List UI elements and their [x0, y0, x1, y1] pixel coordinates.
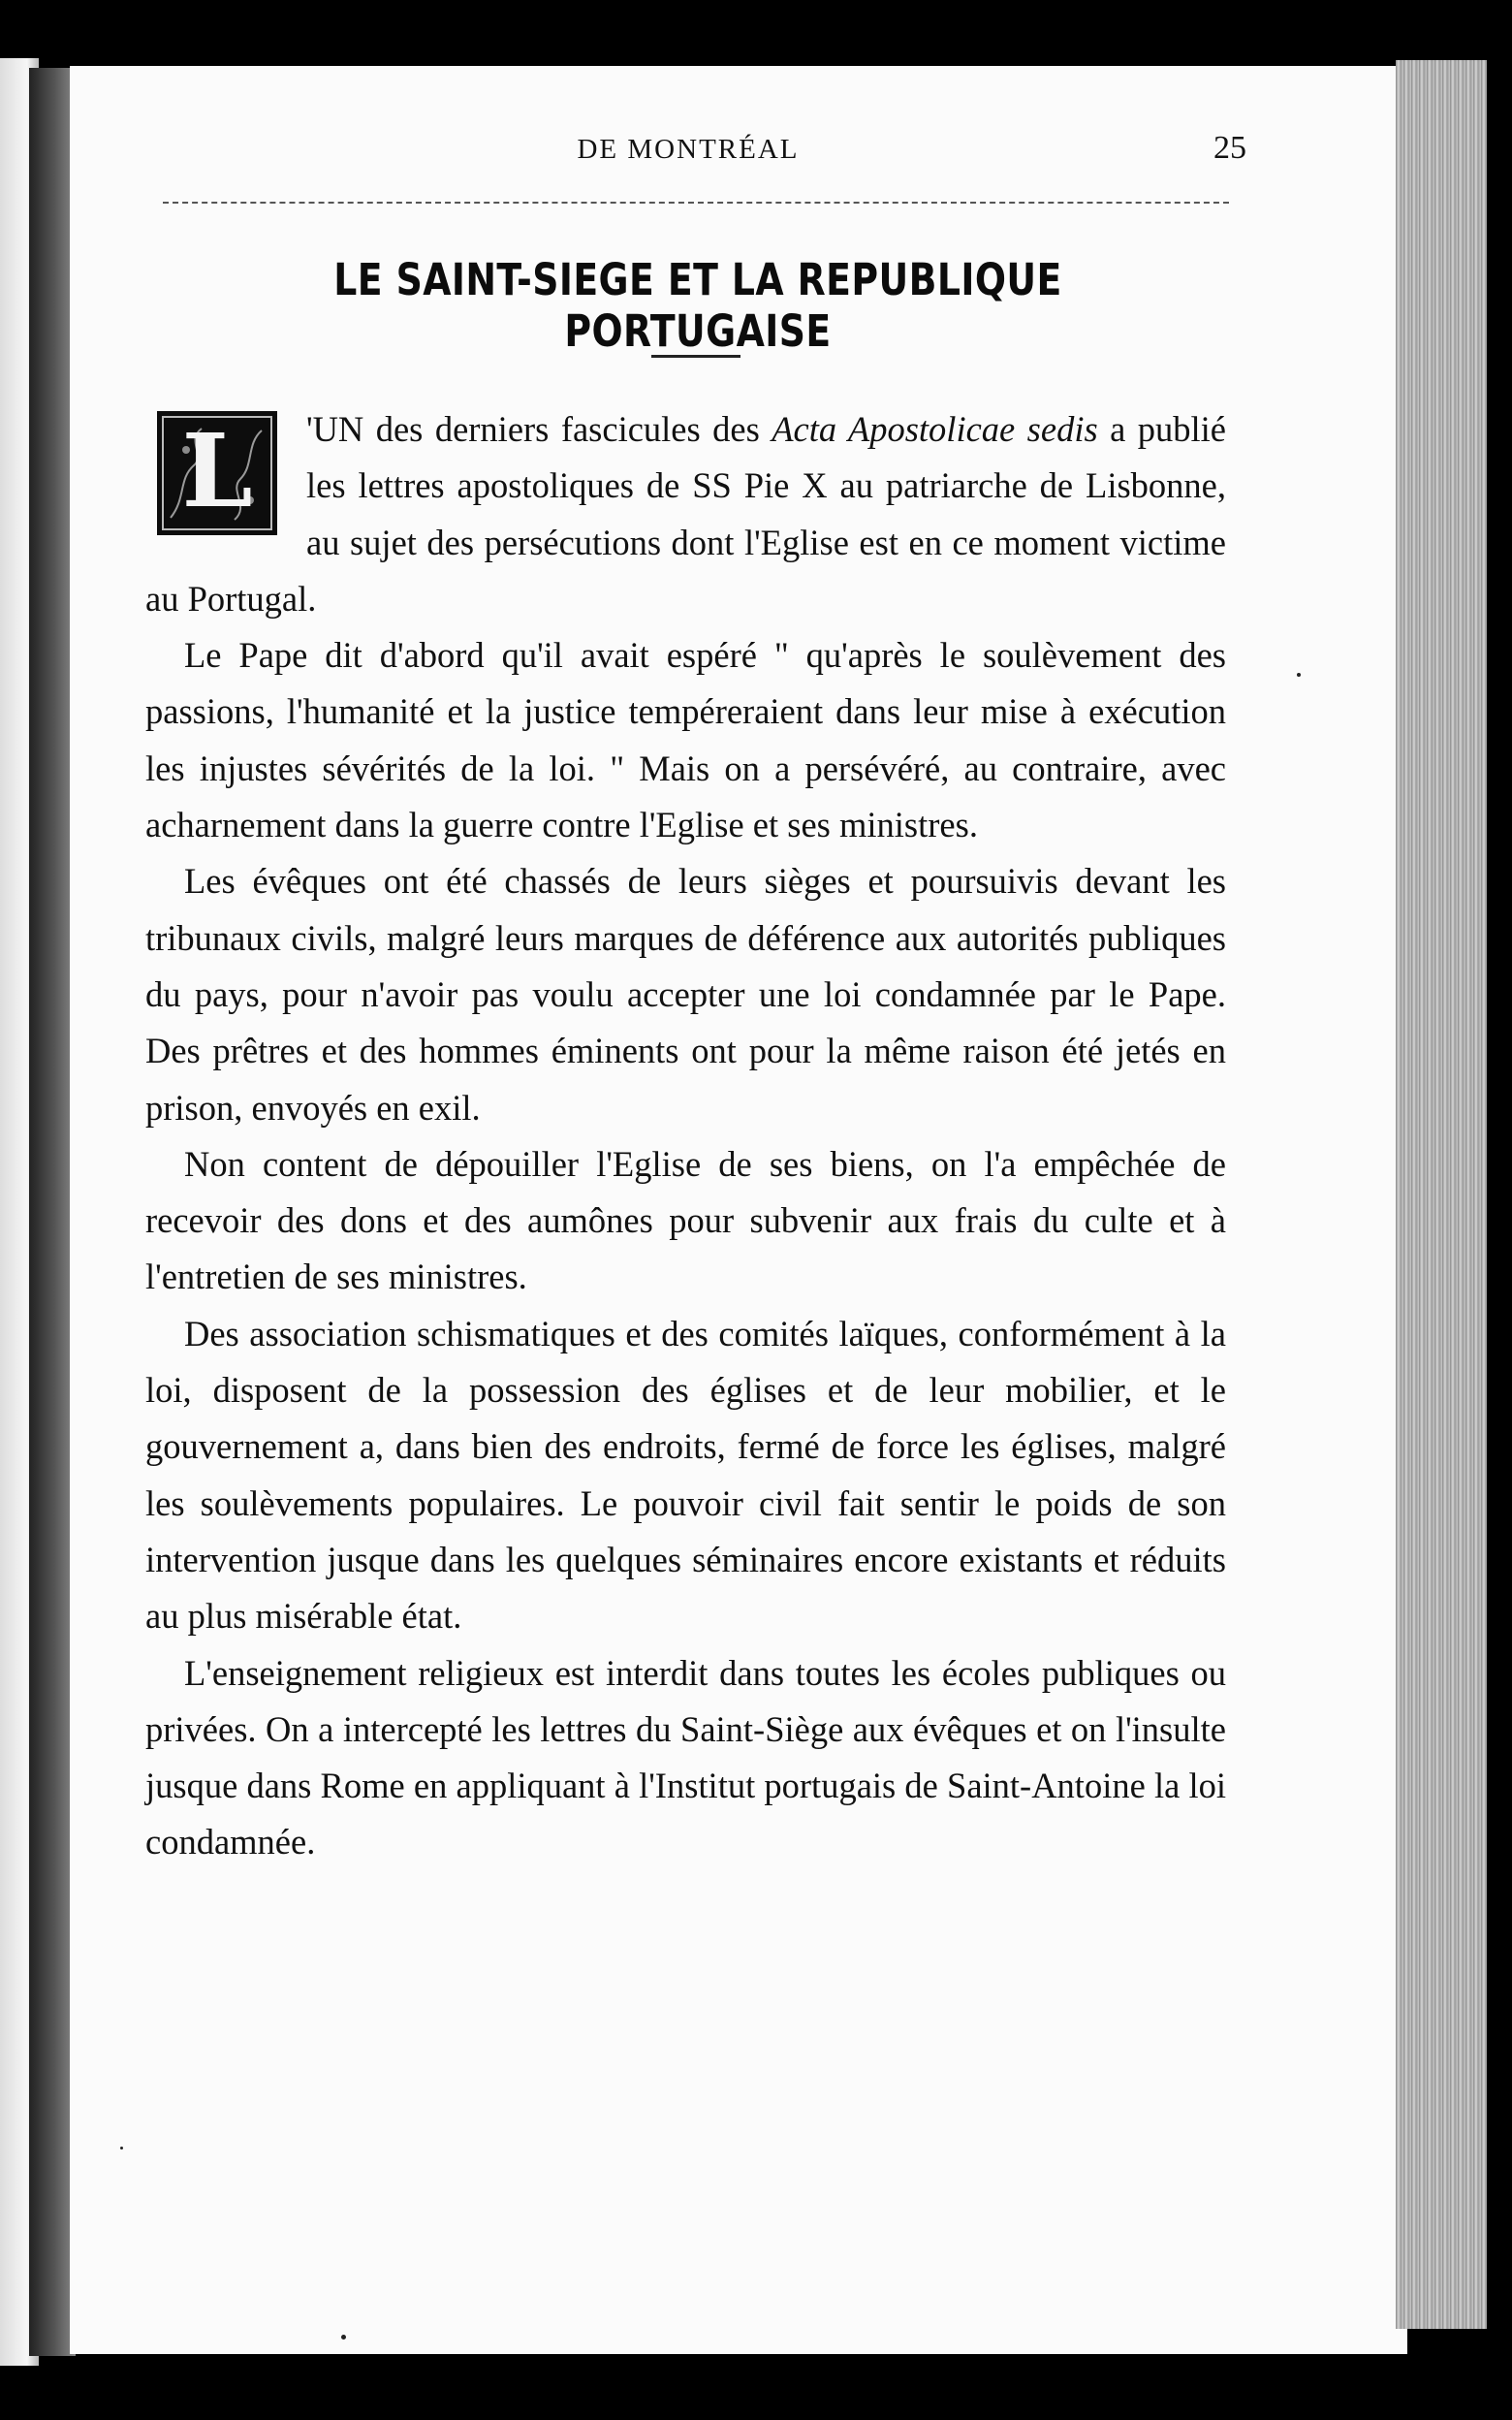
paragraph-1-text-a: 'UN des derniers fascicules des — [306, 409, 772, 449]
running-title: DE MONTRÉAL — [577, 134, 800, 165]
article-title: LE SAINT-SIEGE ET LA REPUBLIQUE PORTUGAISE — [333, 254, 1062, 357]
paragraph-6: L'enseignement religieux est interdit dans toutes les écoles publiques ou privées. On a intercepté les lettres du Saint-Siège aux évêques et on l'insulte jusque dans Rome en appliquant à l'Institut portugais de Saint-Antoine la loi condamnée. — [145, 1652, 1226, 1863]
paragraph-1 — [145, 401, 1226, 627]
journal-title-italic: Acta Apostolicae sedis — [772, 409, 1098, 449]
paragraph-3: Les évêques ont été chassés de leurs sièges et poursuivis devant les tribunaux civils, malgré leurs marques de déférence aux autorités publiques du pays, pour n'avoir pas voulu accepter une loi condamnée par le Pape. Des prêtres et des hommes éminents ont pour la même raison été jetés en prison, envoyés en exil. — [145, 861, 1226, 1128]
paragraph-4: Non content de dépouiller l'Eglise de ses biens, on l'a empêchée de recevoir des dons et des aumônes pour subvenir aux frais du culte et à l'entretien de ses ministres. — [145, 1143, 1226, 1297]
page-number: 25 — [1213, 130, 1246, 166]
ink-speck — [1297, 673, 1301, 677]
page-stack-edge — [1396, 60, 1487, 2329]
header-rule — [163, 202, 1229, 204]
paragraph-5: Des association schismatiques et des comités laïques, conformément à la loi, disposent de la possession des églises et de leur mobilier, et le gouvernement a, dans bien des endroits, fermé de force les églises, malgré les soulèvements populaires. Le pouvoir civil fait sentir le poids de son intervention jusque dans les quelques séminaires encore existants et réduits au plus misérable état. — [145, 1313, 1226, 1637]
page-header — [136, 126, 1246, 184]
ink-speck — [120, 2147, 123, 2149]
ornamental-drop-cap — [157, 411, 277, 535]
book-gutter — [29, 68, 76, 2356]
title-rule — [651, 355, 740, 358]
paragraph-1-text-b: a publié les lettres apostoliques de SS Pie X au patriarche de Lisbonne, au sujet des persécutions dont l'Eglise est en ce moment victime au Portugal. — [145, 409, 1226, 619]
drop-cap-letter: L — [181, 411, 253, 530]
article-body — [145, 401, 1226, 1871]
paragraph-2: Le Pape dit d'abord qu'il avait espéré " qu'après le soulèvement des passions, l'humanité et la justice tempéreraient dans leur mise à exécution les injustes sévérités de la loi. " Mais on a persévéré, au contraire, avec acharnement dans la guerre contre l'Eglise et ses ministres. — [145, 635, 1226, 845]
ink-speck — [341, 2335, 346, 2340]
